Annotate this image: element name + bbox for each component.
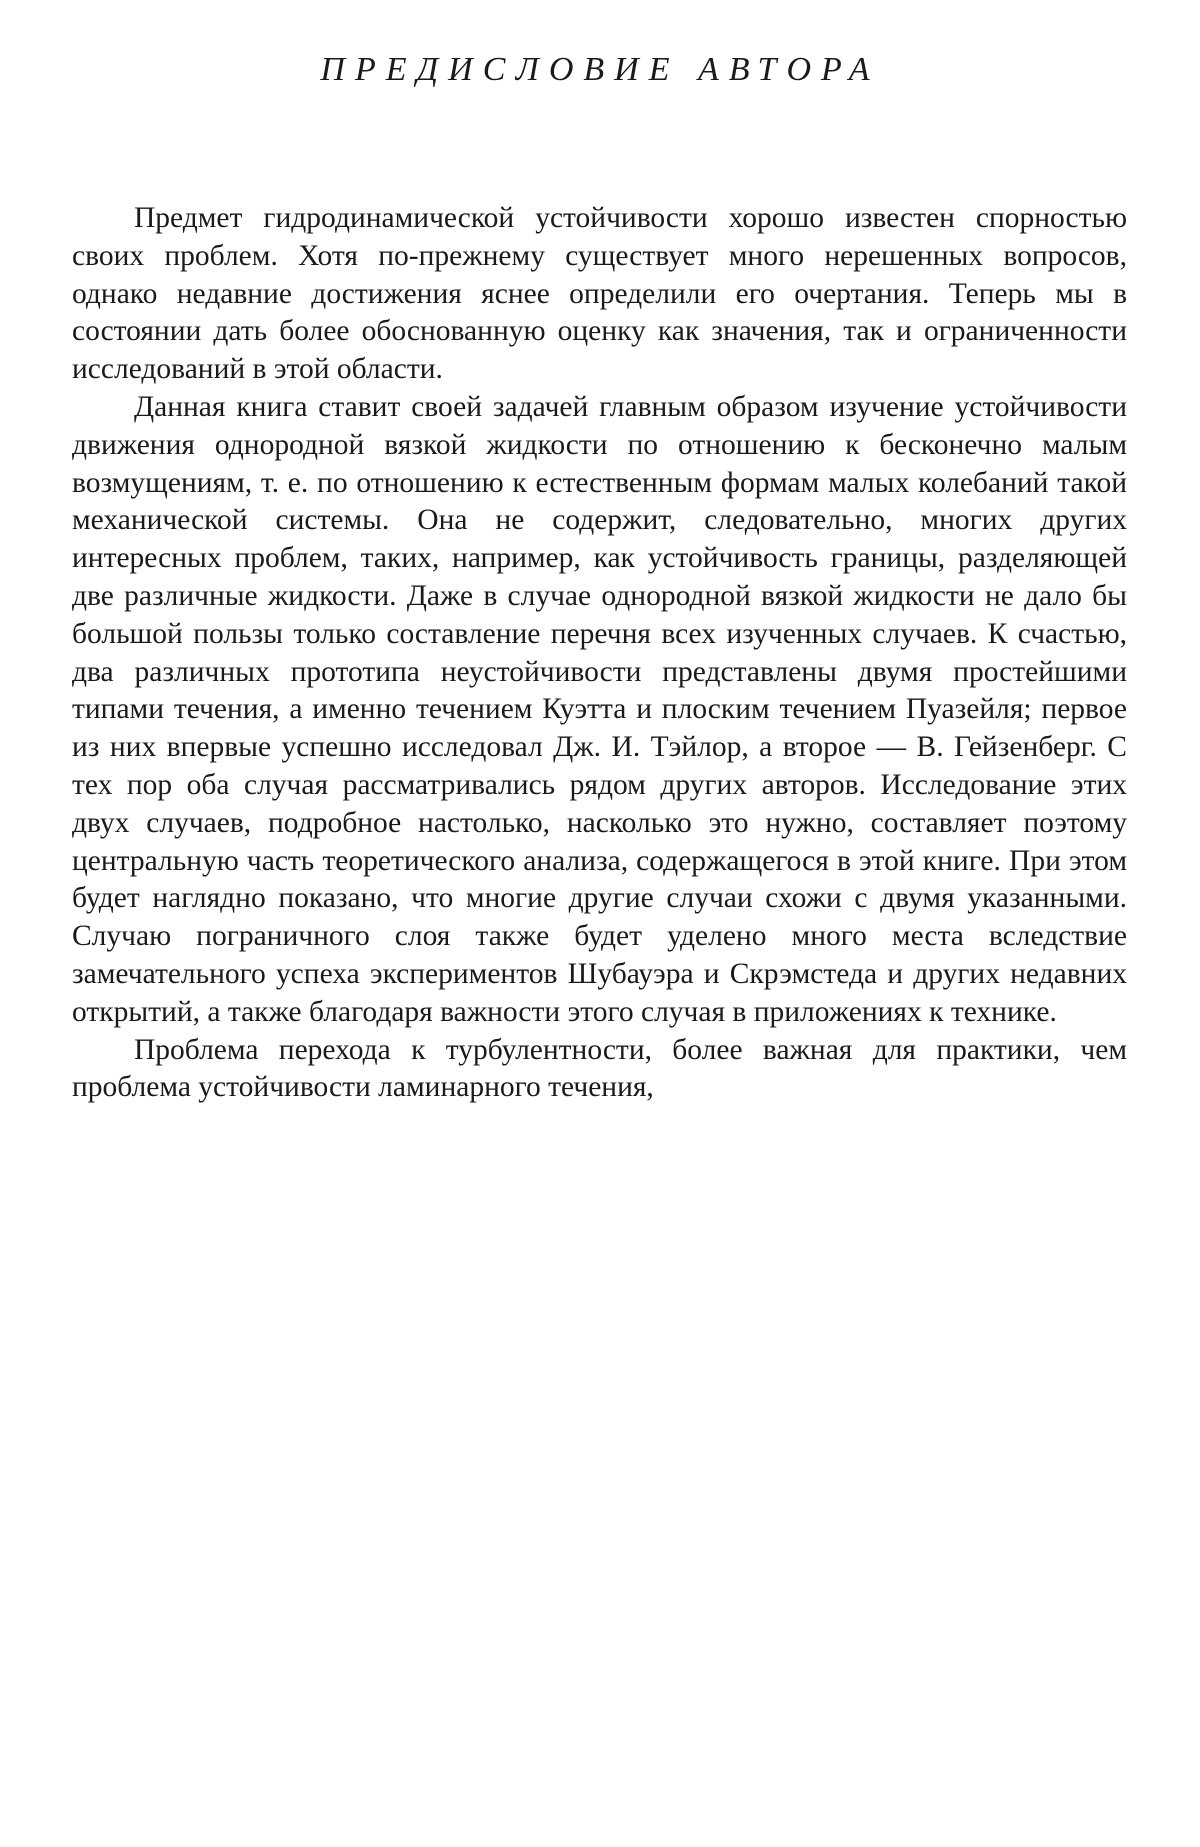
paragraph-2: Данная книга ставит своей задачей главным образом изучение устойчивости движения однородной вязкой жидкости по отношению к бесконечно малым возмущениям, т. е. по отношению к естественным формам малых колебаний такой механической системы. Она не содержит, следовательно, многих других интересных проблем, таких, например, как устойчивость границы, разделяющей две различные жидкости. Даже в случае однородной вязкой жидкости не дало бы большой пользы только составление перечня всех изученных случаев. К счастью, два различных прототипа неустойчивости представлены двумя простейшими типами течения, а именно течением Куэтта и плоским течением Пуазейля; первое из них впервые успешно исследовал Дж. И. Тэйлор, а второе — В. Гейзенберг. С тех пор оба случая рассматривались рядом других авторов. Исследование этих двух случаев, подробное настолько, насколько это нужно, составляет поэтому центральную часть теоретического анализа, содержащегося в этой книге. При этом будет наглядно показано, что многие другие случаи схожи с двумя указанными. Случаю пограничного слоя также будет уделено много места вследствие замечательного успеха экспериментов Шубауэра и Скрэмстеда и других недавних открытий, а также благодаря важности этого случая в приложениях к технике. (72, 390, 1127, 1028)
preface-body (72, 200, 1127, 1107)
page-title: ПРЕДИСЛОВИЕ АВТОРА (320, 51, 880, 88)
paragraph-1: Предмет гидродинамической устойчивости хорошо известен спорностью своих проблем. Хотя по-прежнему существует много нерешенных вопросов, однако недавние достижения яснее определили его очертания. Теперь мы в состоянии дать более обоснованную оценку как значения, так и ограниченности исследований в этой области. (72, 202, 1127, 386)
paragraph-3: Проблема перехода к турбулентности, более важная для практики, чем проблема устойчивости ламинарного течения, (72, 1033, 1127, 1104)
